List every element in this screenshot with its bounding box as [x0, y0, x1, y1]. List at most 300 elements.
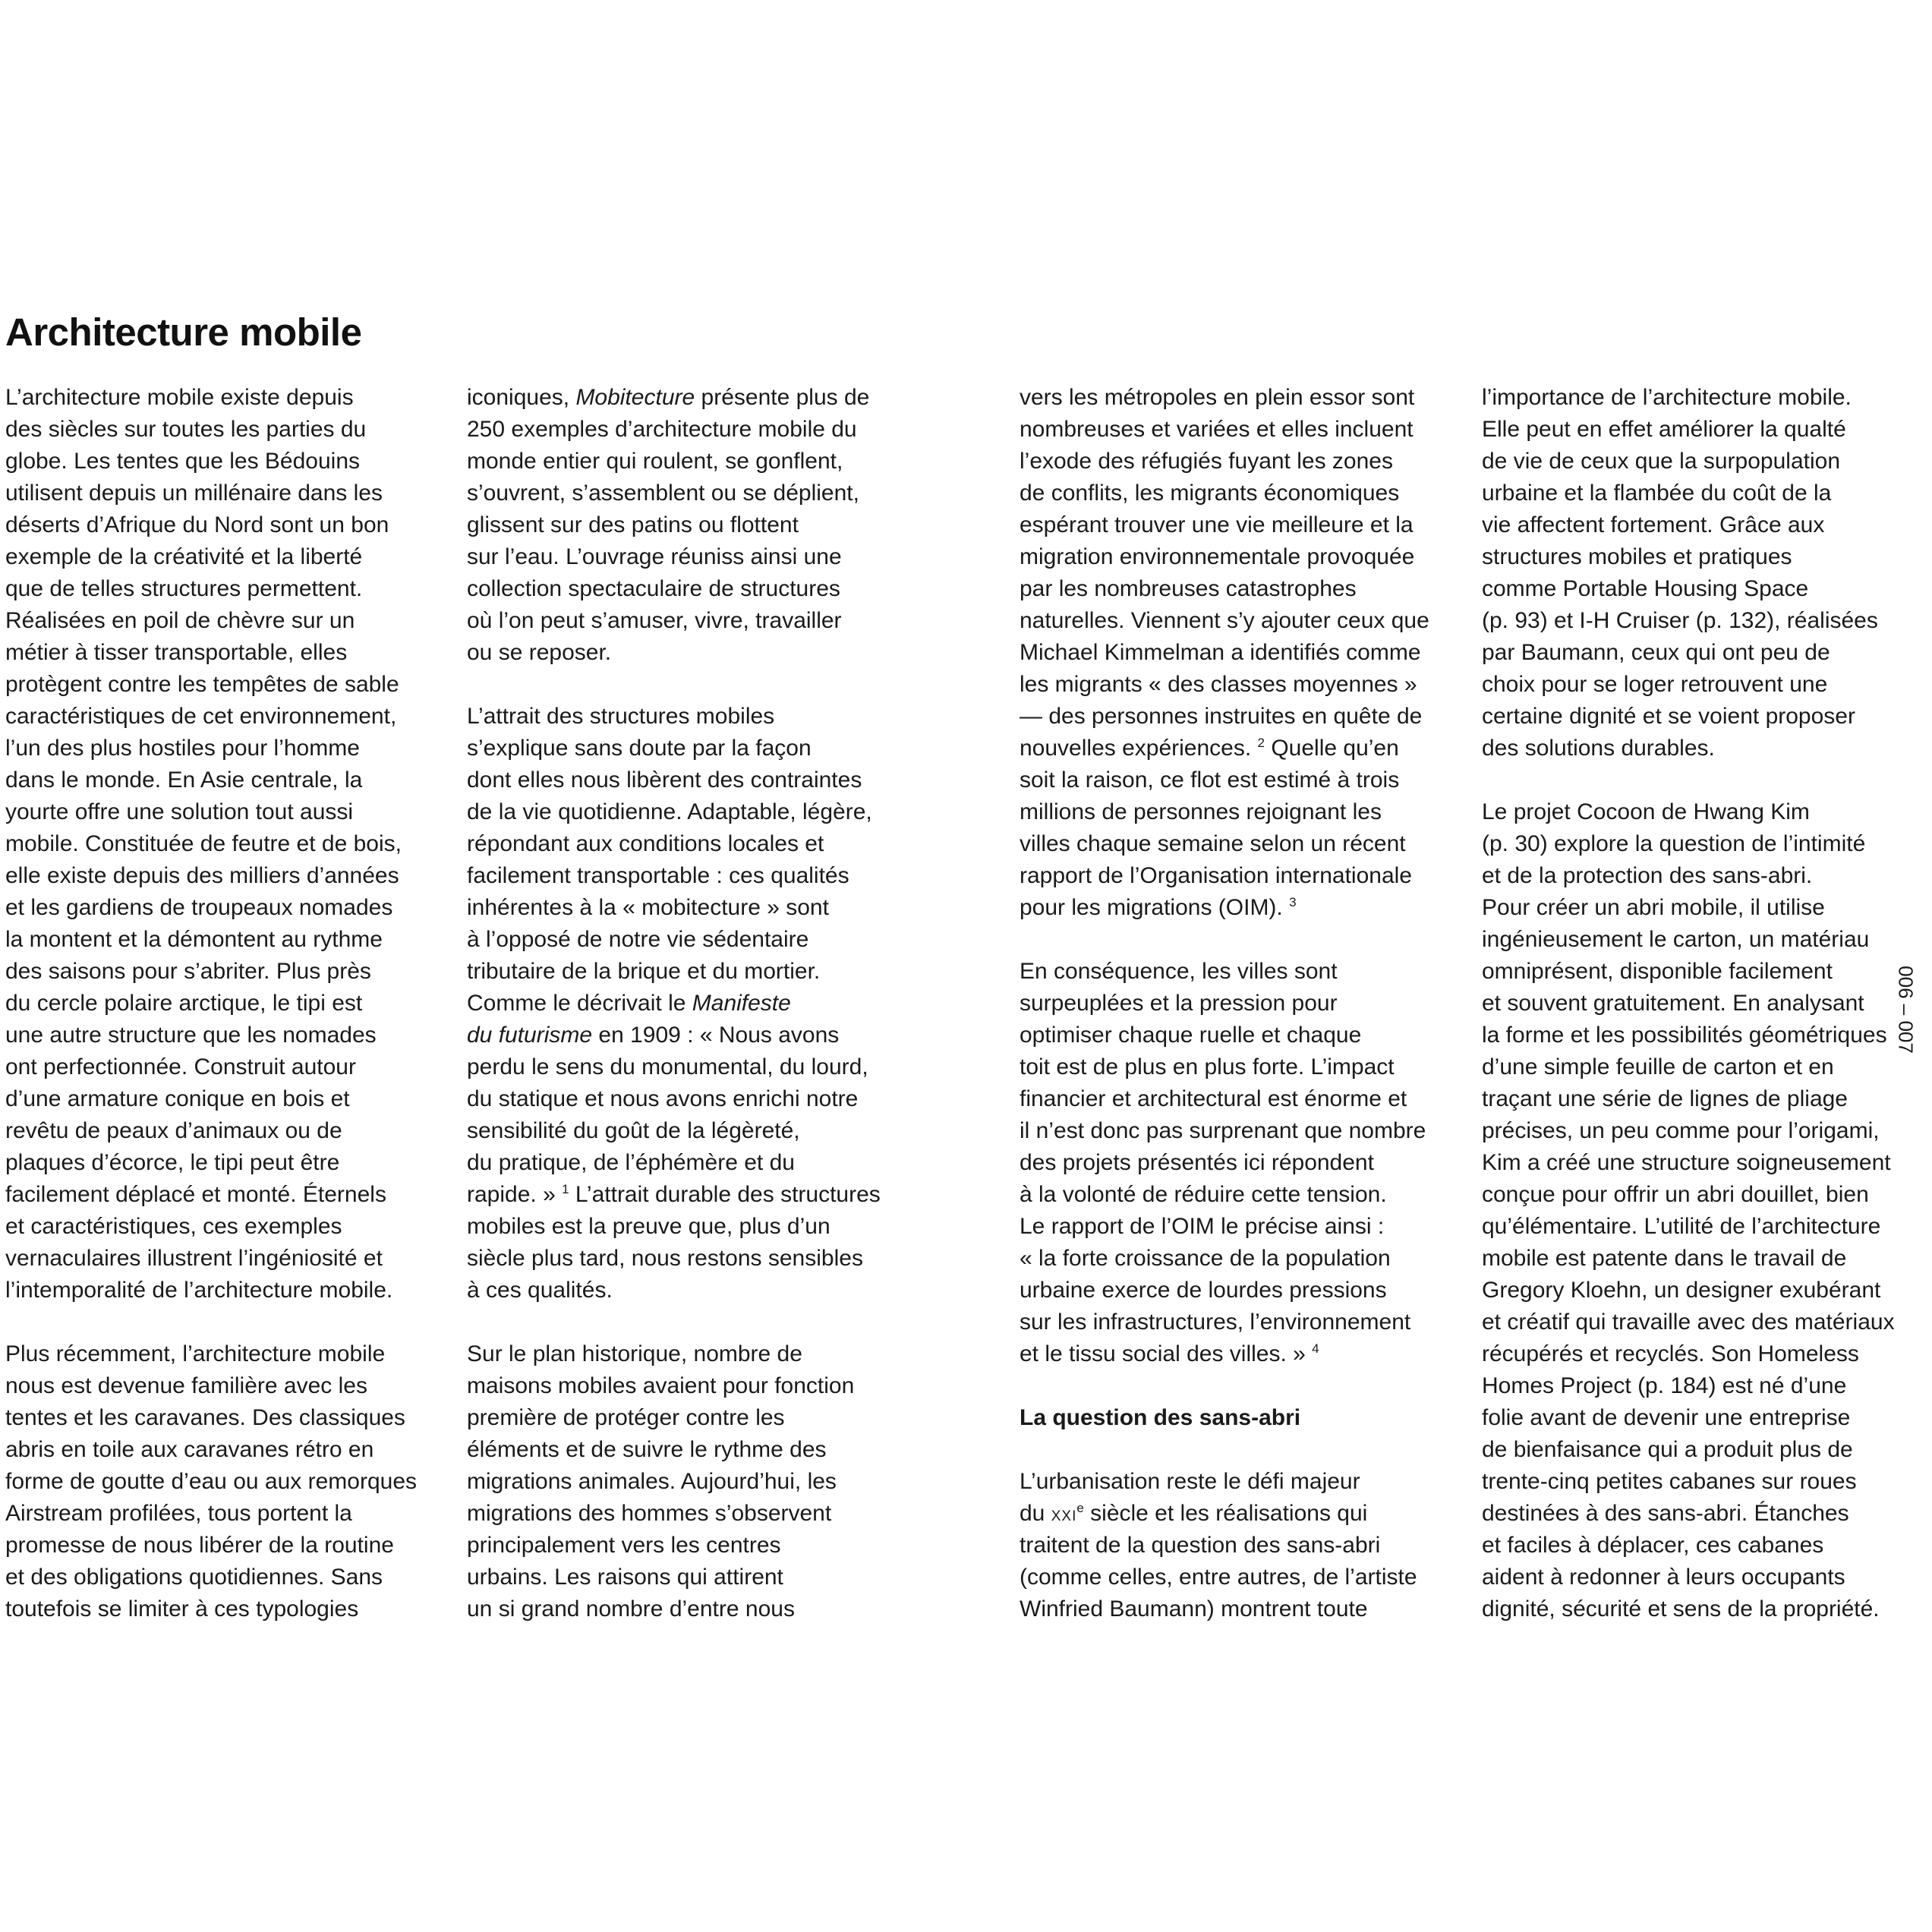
text-line [1020, 541, 1429, 573]
text-line [467, 414, 881, 446]
text-segment: l’un des plus hostiles pour l’homme [5, 736, 360, 761]
text-line [467, 764, 881, 796]
text-segment: par les nombreuses catastrophes [1020, 576, 1357, 601]
text-segment: tributaire de la brique et du mortier. [467, 959, 821, 984]
text-line [467, 1020, 881, 1051]
text-line [1020, 509, 1429, 541]
text-line [467, 446, 881, 477]
text-line [5, 541, 417, 573]
text-segment: L’urbanisation reste le défi majeur [1020, 1469, 1360, 1494]
text-segment: éléments et de suivre le rythme des [467, 1437, 827, 1462]
text-line [5, 1211, 417, 1243]
text-line [5, 1466, 417, 1498]
text-segment: il n’est donc pas surprenant que nombre [1020, 1118, 1426, 1143]
text-line [5, 637, 417, 669]
text-segment: structures mobiles et pratiques [1482, 544, 1792, 569]
text-segment: sensibilité du goût de la légèreté, [467, 1118, 800, 1143]
text-segment: un si grand nombre d’entre nous [467, 1596, 795, 1622]
text-line [5, 733, 417, 764]
text-line [5, 796, 417, 828]
text-segment: Airstream profilées, tous portent la [5, 1501, 352, 1526]
text-line [1020, 605, 1429, 637]
text-line [1482, 1562, 1895, 1593]
text-segment: la forme et les possibilités géométriques [1482, 1023, 1887, 1048]
text-segment: pour les migrations (OIM). [1020, 895, 1290, 920]
text-line [1482, 1466, 1895, 1498]
text-segment: Homes Project (p. 184) est né d’une [1482, 1373, 1847, 1398]
text-line [1020, 669, 1429, 701]
text-line [467, 892, 881, 924]
text-line [1482, 1306, 1895, 1338]
text-line [467, 573, 881, 605]
text-segment: et caractéristiques, ces exemples [5, 1214, 342, 1239]
text-segment: Comme le décrivait le [467, 991, 692, 1016]
text-segment: à l’opposé de notre vie sédentaire [467, 927, 809, 952]
text-segment: (p. 30) explore la question de l’intimité [1482, 831, 1866, 856]
text-segment: précises, un peu comme pour l’origami, [1482, 1118, 1880, 1143]
italic-text: Manifeste [692, 991, 791, 1016]
text-segment: facilement déplacé et monté. Éternels [5, 1182, 386, 1207]
text-segment: Elle peut en effet améliorer la qualté [1482, 417, 1846, 442]
text-segment: millions de personnes rejoignant les [1020, 799, 1382, 824]
text-segment: nombreuses et variées et elles incluent [1020, 417, 1414, 442]
text-segment: conçue pour offrir un abri douillet, bien [1482, 1182, 1869, 1207]
text-segment: naturelles. Viennent s’y ajouter ceux que [1020, 608, 1429, 633]
text-line [1020, 446, 1429, 477]
text-line [5, 701, 417, 733]
text-segment: Kim a créé une structure soigneusement [1482, 1150, 1891, 1175]
text-line [5, 764, 417, 796]
text-line [467, 509, 881, 541]
text-segment: ont perfectionnée. Construit autour [5, 1054, 356, 1079]
text-segment: qu’élémentaire. L’utilité de l’architecture [1482, 1214, 1881, 1239]
text-line [1482, 1115, 1895, 1147]
text-segment: ingénieusement le carton, un matériau [1482, 927, 1870, 952]
text-segment: soit la raison, ce flot est estimé à trois [1020, 767, 1400, 793]
text-line [1020, 796, 1429, 828]
text-segment: du [1020, 1501, 1051, 1526]
text-column-3 [1020, 382, 1429, 1625]
text-segment: dans le monde. En Asie centrale, la [5, 767, 363, 793]
text-line [5, 860, 417, 892]
text-segment: des saisons pour s’abriter. Plus près [5, 959, 371, 984]
paragraph-break [467, 669, 881, 701]
text-line [5, 1083, 417, 1115]
text-line [5, 1530, 417, 1562]
text-segment: yourte offre une solution tout aussi [5, 799, 354, 824]
text-segment: promesse de nous libérer de la routine [5, 1533, 394, 1558]
text-segment: présente plus de [695, 385, 870, 410]
text-segment: que de telles structures permettent. [5, 576, 363, 601]
text-line [5, 477, 417, 509]
page-number-label: 006 – 007 [1894, 965, 1918, 1054]
text-line [1482, 1593, 1895, 1625]
text-line [1482, 669, 1895, 701]
text-line [1020, 828, 1429, 860]
text-line [467, 1562, 881, 1593]
text-segment: de bienfaisance qui a produit plus de [1482, 1437, 1853, 1462]
paragraph-break [5, 1306, 417, 1338]
text-segment: et le tissu social des villes. » [1020, 1341, 1313, 1366]
text-segment: abris en toile aux caravanes rétro en [5, 1437, 374, 1462]
text-line [1482, 573, 1895, 605]
text-segment: urbains. Les raisons qui attirent [467, 1565, 783, 1590]
text-segment: rapide. » [467, 1182, 563, 1207]
text-line [1020, 988, 1429, 1020]
text-line [5, 956, 417, 988]
text-line [1482, 860, 1895, 892]
text-line [1020, 733, 1429, 764]
text-line [1020, 1179, 1429, 1211]
text-segment: de la vie quotidienne. Adaptable, légère, [467, 799, 872, 824]
text-segment: choix pour se loger retrouvent une [1482, 672, 1828, 697]
text-segment: revêtu de peaux d’animaux ou de [5, 1118, 342, 1143]
text-line [467, 733, 881, 764]
text-segment: facilement transportable : ces qualités [467, 863, 849, 888]
footnote-ref: e [1076, 1501, 1084, 1515]
text-segment: Sur le plan historique, nombre de [467, 1341, 802, 1366]
text-line [467, 1434, 881, 1466]
text-line [1482, 1434, 1895, 1466]
text-line [467, 1147, 881, 1179]
text-line [1020, 1338, 1429, 1370]
text-segment: Winfried Baumann) montrent toute [1020, 1596, 1368, 1622]
text-segment: la montent et la démontent au rythme [5, 927, 383, 952]
text-line [467, 1466, 881, 1498]
text-line [5, 1243, 417, 1275]
text-segment: utilisent depuis un millénaire dans les [5, 481, 383, 506]
section-heading: La question des sans-abri [1020, 1405, 1301, 1430]
paragraph-break [1020, 1434, 1429, 1466]
text-segment: caractéristiques de cet environnement, [5, 704, 397, 729]
text-segment: Gregory Kloehn, un designer exubérant [1482, 1278, 1881, 1303]
text-segment: nouvelles expériences. [1020, 736, 1258, 761]
text-segment: sur l’eau. L’ouvrage réuniss ainsi une [467, 544, 842, 569]
text-segment: exemple de la créativité et la liberté [5, 544, 363, 569]
text-segment: destinées à des sans-abri. Étanches [1482, 1501, 1849, 1526]
small-caps-text: XXI [1051, 1508, 1077, 1524]
text-line [1482, 605, 1895, 637]
text-segment: de conflits, les migrants économiques [1020, 481, 1400, 506]
text-line [467, 1370, 881, 1402]
text-line [5, 924, 417, 956]
text-segment: s’explique sans doute par la façon [467, 736, 812, 761]
text-segment: rapport de l’Organisation internationale [1020, 863, 1412, 888]
text-segment: traitent de la question des sans-abri [1020, 1533, 1381, 1558]
text-segment: l’exode des réfugiés fuyant les zones [1020, 449, 1393, 474]
text-segment: l’importance de l’architecture mobile. [1482, 385, 1852, 410]
text-line [5, 1498, 417, 1530]
text-column-1 [5, 382, 417, 1625]
text-line [467, 1338, 881, 1370]
text-line [1020, 477, 1429, 509]
text-line [1482, 637, 1895, 669]
text-line [1482, 924, 1895, 956]
text-line [5, 1370, 417, 1402]
text-line [467, 541, 881, 573]
text-line [1482, 1498, 1895, 1530]
text-line [1482, 701, 1895, 733]
text-line [467, 1275, 881, 1306]
text-segment: collection spectaculaire de structures [467, 576, 840, 601]
text-line [1020, 1211, 1429, 1243]
text-segment: siècle plus tard, nous restons sensibles [467, 1246, 863, 1271]
text-segment: l’intemporalité de l’architecture mobile. [5, 1278, 393, 1303]
text-segment: glissent sur des patins ou flottent [467, 512, 799, 537]
text-segment: certaine dignité et se voient proposer [1482, 704, 1855, 729]
italic-text: du futurisme [467, 1023, 593, 1048]
text-line [1020, 1593, 1429, 1625]
text-line [467, 637, 881, 669]
text-segment: d’une simple feuille de carton et en [1482, 1054, 1834, 1079]
text-segment: mobile est patente dans le travail de [1482, 1246, 1847, 1271]
text-segment: optimiser chaque ruelle et chaque [1020, 1023, 1362, 1048]
text-line [467, 1402, 881, 1434]
text-line [5, 509, 417, 541]
text-line [5, 828, 417, 860]
text-line [1020, 1306, 1429, 1338]
text-segment: du statique et nous avons enrichi notre [467, 1086, 859, 1111]
text-line [1482, 414, 1895, 446]
text-line [1482, 956, 1895, 988]
italic-text: Mobitecture [575, 385, 695, 410]
text-line [467, 924, 881, 956]
footnote-ref: 1 [562, 1182, 569, 1196]
text-line [1020, 1466, 1429, 1498]
text-line [1482, 1051, 1895, 1083]
text-segment: Le rapport de l’OIM le précise ainsi : [1020, 1214, 1385, 1239]
text-segment: iconiques, [467, 385, 576, 410]
text-segment: et souvent gratuitement. En analysant [1482, 991, 1864, 1016]
text-line [5, 892, 417, 924]
text-line [467, 477, 881, 509]
text-line [1482, 1243, 1895, 1275]
footnote-ref: 4 [1312, 1341, 1319, 1356]
text-line [1020, 414, 1429, 446]
text-segment: comme Portable Housing Space [1482, 576, 1809, 601]
text-segment: vie affectent fortement. Grâce aux [1482, 512, 1825, 537]
text-segment: trente-cinq petites cabanes sur roues [1482, 1469, 1857, 1494]
text-segment: inhérentes à la « mobitecture » sont [467, 895, 829, 920]
text-line [467, 382, 881, 414]
text-segment: elle existe depuis des milliers d’années [5, 863, 399, 888]
text-segment: Réalisées en poil de chèvre sur un [5, 608, 355, 633]
text-segment: En conséquence, les villes sont [1020, 959, 1338, 984]
text-line [467, 605, 881, 637]
text-line [5, 1051, 417, 1083]
text-line [5, 446, 417, 477]
text-line [1482, 1402, 1895, 1434]
text-line [5, 605, 417, 637]
text-segment: de vie de ceux que la surpopulation [1482, 449, 1841, 474]
text-line [1020, 1020, 1429, 1051]
text-line [1482, 477, 1895, 509]
text-segment: nous est devenue familière avec les [5, 1373, 367, 1398]
text-segment: principalement vers les centres [467, 1533, 781, 1558]
text-segment: L’architecture mobile existe depuis [5, 385, 354, 410]
text-line [1482, 1147, 1895, 1179]
text-line [467, 988, 881, 1020]
text-segment: Quelle qu’en [1265, 736, 1399, 761]
footnote-ref: 2 [1257, 736, 1265, 750]
text-segment: et des obligations quotidiennes. Sans [5, 1565, 383, 1590]
text-line [1482, 1370, 1895, 1402]
text-segment: des solutions durables. [1482, 736, 1715, 761]
text-line [5, 1562, 417, 1593]
text-line [1020, 573, 1429, 605]
text-segment: ou se reposer. [467, 640, 612, 665]
text-line [1020, 1243, 1429, 1275]
text-segment: migration environnementale provoquée [1020, 544, 1415, 569]
text-line [5, 1147, 417, 1179]
text-segment: du pratique, de l’éphémère et du [467, 1150, 795, 1175]
text-segment: 250 exemples d’architecture mobile du [467, 417, 857, 442]
paragraph-break [1020, 924, 1429, 956]
text-segment: (p. 93) et I-H Cruiser (p. 132), réalisées [1482, 608, 1878, 633]
text-line [1482, 1275, 1895, 1306]
text-segment: « la forte croissance de la population [1020, 1246, 1391, 1271]
text-segment: dont elles nous libèrent des contraintes [467, 767, 862, 793]
text-segment: migrations des hommes s’observent [467, 1501, 832, 1526]
text-segment: espérant trouver une vie meilleure et la [1020, 512, 1414, 537]
footnote-ref: 3 [1289, 895, 1297, 909]
text-line [5, 1338, 417, 1370]
text-segment: métier à tisser transportable, elles [5, 640, 348, 665]
text-line [1482, 892, 1895, 924]
text-line [5, 382, 417, 414]
text-line [467, 1593, 881, 1625]
text-line [5, 573, 417, 605]
text-segment: L’attrait des structures mobiles [467, 704, 775, 729]
text-segment: une autre structure que les nomades [5, 1023, 377, 1048]
page-number [1890, 966, 1921, 1053]
text-line [467, 1115, 881, 1147]
text-line [1482, 509, 1895, 541]
text-segment: migrations animales. Aujourd’hui, les [467, 1469, 837, 1494]
text-line [1020, 1115, 1429, 1147]
text-line [1020, 1083, 1429, 1115]
text-line [467, 1083, 881, 1115]
text-line [5, 1275, 417, 1306]
text-line [1482, 1211, 1895, 1243]
text-line [1482, 733, 1895, 764]
text-segment: siècle et les réalisations qui [1083, 1501, 1368, 1526]
text-segment: par Baumann, ceux qui ont peu de [1482, 640, 1830, 665]
text-line [1020, 382, 1429, 414]
text-segment: des projets présentés ici répondent [1020, 1150, 1374, 1175]
text-segment: forme de goutte d’eau ou aux remorques [5, 1469, 418, 1494]
text-line [1482, 1530, 1895, 1562]
text-segment: Plus récemment, l’architecture mobile [5, 1341, 386, 1366]
text-line [467, 1051, 881, 1083]
text-line [467, 1179, 881, 1211]
text-line [5, 988, 417, 1020]
text-line [1482, 1020, 1895, 1051]
text-segment: vernaculaires illustrent l’ingéniosité et [5, 1246, 383, 1271]
text-line [1482, 1083, 1895, 1115]
text-line [1020, 1498, 1429, 1530]
text-segment: tentes et les caravanes. Des classiques [5, 1405, 405, 1430]
text-line [5, 1434, 417, 1466]
text-segment: urbaine exerce de lourdes pressions [1020, 1278, 1387, 1303]
text-line [1020, 1051, 1429, 1083]
text-segment: Pour créer un abri mobile, il utilise [1482, 895, 1825, 920]
text-line [1020, 892, 1429, 924]
text-segment: Michael Kimmelman a identifiés comme [1020, 640, 1421, 665]
text-line [5, 1115, 417, 1147]
text-line [1020, 764, 1429, 796]
text-line [467, 701, 881, 733]
page-title: Architecture mobile [5, 310, 362, 354]
text-line [1020, 956, 1429, 988]
text-segment: des siècles sur toutes les parties du [5, 417, 367, 442]
text-line [1020, 1147, 1429, 1179]
text-line [5, 1402, 417, 1434]
text-column-2 [467, 382, 881, 1625]
text-segment: plaques d’écorce, le tipi peut être [5, 1150, 340, 1175]
text-line [1020, 1275, 1429, 1306]
text-column-4 [1482, 382, 1895, 1625]
text-segment: à ces qualités. [467, 1278, 613, 1303]
text-segment: traçant une série de lignes de pliage [1482, 1086, 1848, 1111]
text-segment: perdu le sens du monumental, du lourd, [467, 1054, 868, 1079]
text-segment: et de la protection des sans-abri. [1482, 863, 1813, 888]
text-segment: L’attrait durable des structures [569, 1182, 881, 1207]
text-segment: dignité, sécurité et sens de la propriété. [1482, 1596, 1880, 1622]
text-line [467, 828, 881, 860]
paragraph-break [1482, 764, 1895, 796]
text-line [467, 1243, 881, 1275]
text-segment: mobile. Constituée de feutre et de bois, [5, 831, 402, 856]
text-line [5, 1593, 417, 1625]
text-line [1020, 860, 1429, 892]
text-segment: aident à redonner à leurs occupants [1482, 1565, 1845, 1590]
text-segment: folie avant de devenir une entreprise [1482, 1405, 1851, 1430]
text-segment: d’une armature conique en bois et [5, 1086, 350, 1111]
text-line [1482, 541, 1895, 573]
text-segment: — des personnes instruites en quête de [1020, 704, 1423, 729]
text-segment: toutefois se limiter à ces typologies [5, 1596, 359, 1622]
text-segment: déserts d’Afrique du Nord sont un bon [5, 512, 389, 537]
text-line [467, 796, 881, 828]
text-segment: sur les infrastructures, l’environnement [1020, 1310, 1411, 1335]
text-line [1482, 1179, 1895, 1211]
text-segment: première de protéger contre les [467, 1405, 785, 1430]
text-line [1482, 382, 1895, 414]
text-segment: où l’on peut s’amuser, vivre, travailler [467, 608, 842, 633]
text-segment: et créatif qui travaille avec des matériaux [1482, 1310, 1895, 1335]
text-line [1482, 1338, 1895, 1370]
text-line [467, 860, 881, 892]
text-line [5, 1179, 417, 1211]
text-segment: répondant aux conditions locales et [467, 831, 824, 856]
text-segment: les migrants « des classes moyennes » [1020, 672, 1417, 697]
text-segment: villes chaque semaine selon un récent [1020, 831, 1406, 856]
text-segment: protègent contre les tempêtes de sable [5, 672, 399, 697]
text-line [1020, 1562, 1429, 1593]
text-line [1482, 988, 1895, 1020]
text-segment: récupérés et recyclés. Son Homeless [1482, 1341, 1859, 1366]
text-segment: Le projet Cocoon de Hwang Kim [1482, 799, 1810, 824]
text-segment: et les gardiens de troupeaux nomades [5, 895, 393, 920]
text-segment: du cercle polaire arctique, le tipi est [5, 991, 363, 1016]
text-segment: mobiles est la preuve que, plus d’un [467, 1214, 830, 1239]
text-segment: financier et architectural est énorme et [1020, 1086, 1407, 1111]
text-line [1020, 1402, 1429, 1434]
text-line [1020, 701, 1429, 733]
text-segment: globe. Les tentes que les Bédouins [5, 449, 361, 474]
text-line [467, 1498, 881, 1530]
